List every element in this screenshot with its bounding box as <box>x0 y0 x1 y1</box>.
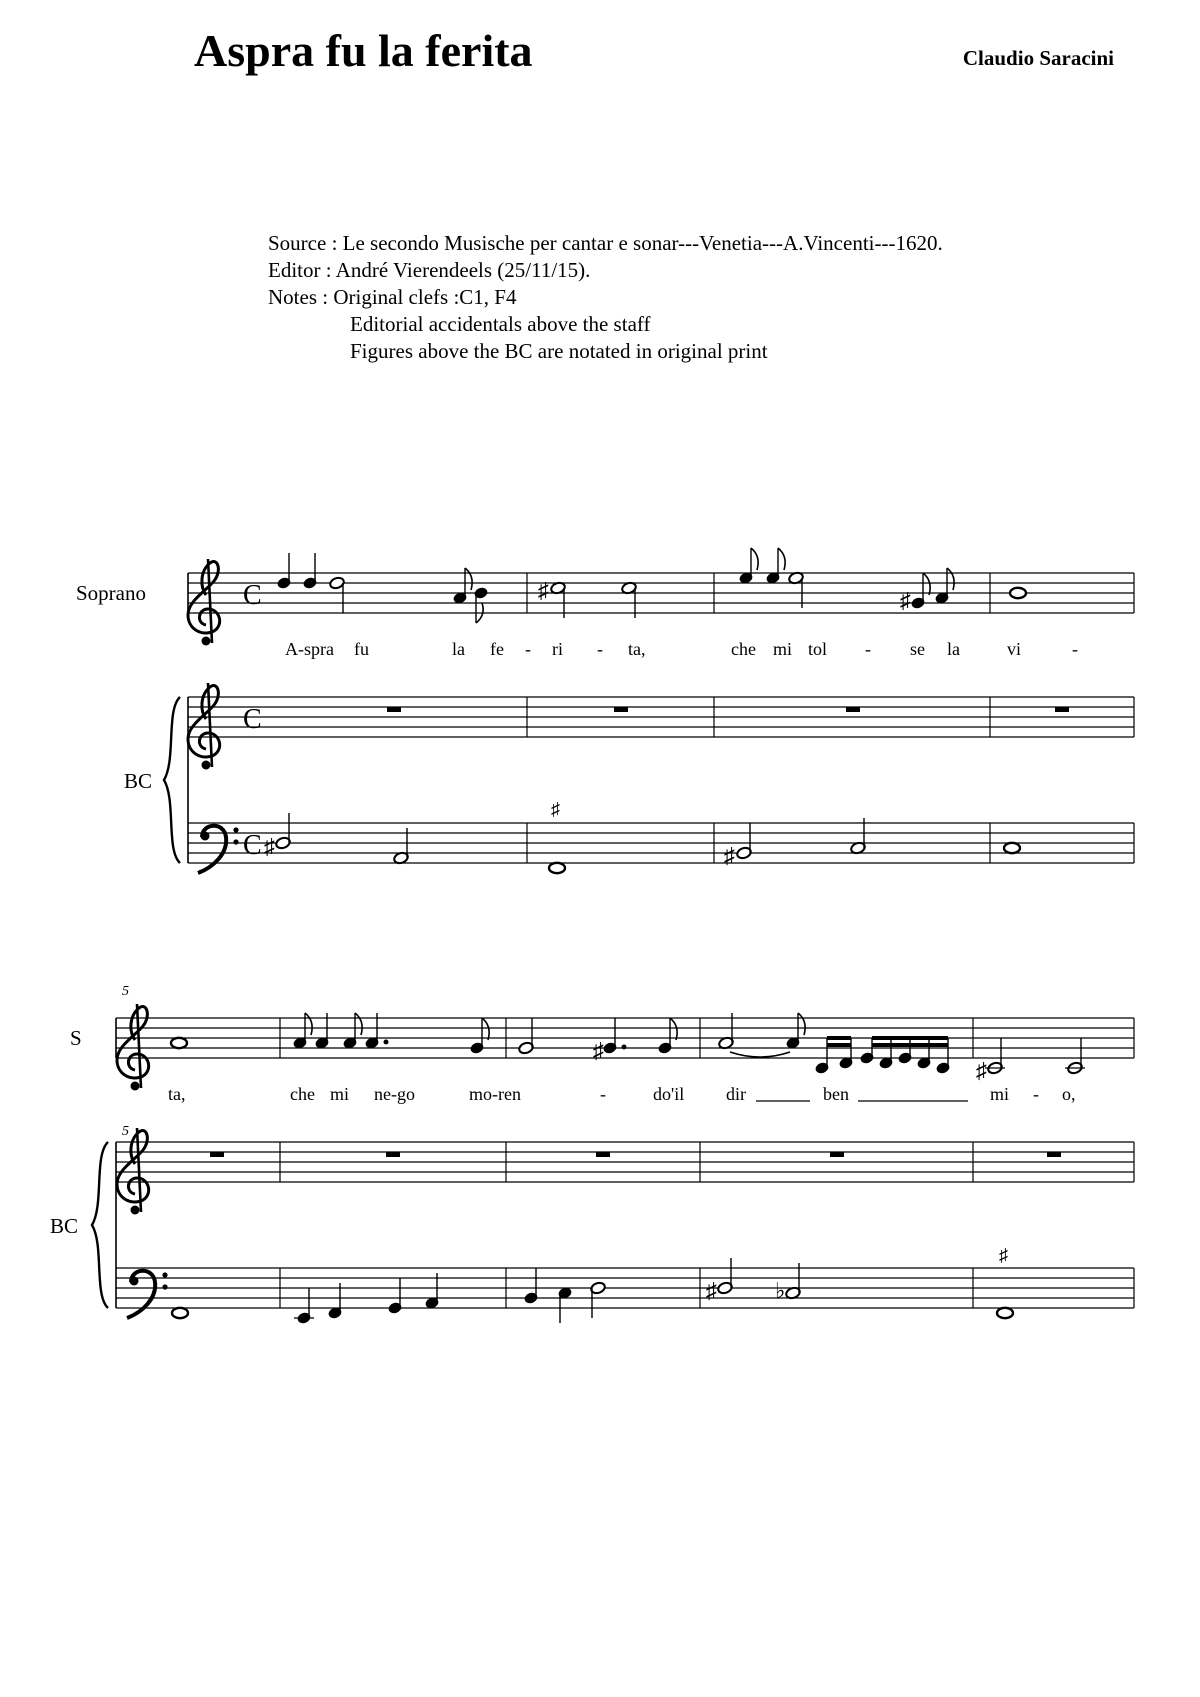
lyric: fe <box>490 639 504 659</box>
whole-rest-icon <box>210 1152 224 1157</box>
lyric: ta, <box>628 639 646 659</box>
bc-label: BC <box>50 1214 79 1238</box>
lyric: - <box>600 1084 606 1104</box>
time-signature: C <box>243 580 262 611</box>
lyric: - <box>1033 1084 1039 1104</box>
lyric: - <box>525 639 531 659</box>
lyric: A-spra <box>285 639 334 659</box>
svg-text:♯: ♯ <box>538 578 549 603</box>
lyric: tol <box>808 639 828 659</box>
lyric: se <box>910 639 925 659</box>
bc-lower-staff <box>188 697 1134 863</box>
whole-rest-icon <box>1055 707 1069 712</box>
bc-upper-staff <box>116 1142 1134 1182</box>
notes-line-accidentals: Editorial accidentals above the staff <box>350 312 651 336</box>
brace-icon <box>92 1142 108 1308</box>
composer-name: Claudio Saracini <box>962 46 1114 70</box>
whole-rest-icon <box>386 1152 400 1157</box>
notes-line-figures: Figures above the BC are notated in original print <box>350 339 768 363</box>
bc-upper-rests <box>210 1152 1061 1157</box>
whole-rest-icon <box>614 707 628 712</box>
treble-clef-icon <box>188 683 220 770</box>
lyric: mi <box>773 639 793 659</box>
time-signature: C <box>243 704 262 735</box>
lyrics-line-1 <box>285 639 1078 659</box>
whole-rest-icon <box>387 707 401 712</box>
lyric: ri <box>552 639 563 659</box>
svg-text:♯: ♯ <box>724 843 735 868</box>
whole-rest-icon <box>596 1152 610 1157</box>
treble-clef-icon <box>188 559 220 646</box>
bc-label: BC <box>124 769 153 793</box>
svg-text:♭: ♭ <box>775 1278 786 1303</box>
lyric: mi <box>330 1084 350 1104</box>
soprano-staff <box>188 573 1134 613</box>
lyric: - <box>865 639 871 659</box>
measure-number: 5 <box>122 984 129 999</box>
figure: ♯ <box>999 1245 1008 1265</box>
whole-rest-icon <box>846 707 860 712</box>
lyric: vi <box>1007 639 1022 659</box>
lyrics-line-2 <box>168 1084 1076 1104</box>
soprano-label: Soprano <box>76 581 146 605</box>
bc-bass-notes <box>264 799 1020 873</box>
lyric: che <box>731 639 756 659</box>
editor-line: Editor : André Vierendeels (25/11/15). <box>268 258 591 282</box>
svg-text:♯: ♯ <box>706 1278 717 1303</box>
figure: ♯ <box>551 799 560 819</box>
lyric: - <box>597 639 603 659</box>
notes-line: Notes : Original clefs :C1, F4 <box>268 285 517 309</box>
svg-text:♯: ♯ <box>900 588 911 613</box>
lyric: o, <box>1062 1084 1076 1104</box>
soprano-label: S <box>70 1026 82 1050</box>
lyric: - <box>1072 639 1078 659</box>
lyric: do'il <box>653 1084 685 1104</box>
treble-clef-icon <box>117 1004 149 1091</box>
soprano-staff <box>116 1018 1134 1058</box>
time-signature: C <box>243 830 262 861</box>
soprano-notes <box>277 548 1026 623</box>
bc-lower-staff <box>116 1142 1134 1308</box>
svg-text:♯: ♯ <box>593 1038 604 1063</box>
lyric: ta, <box>168 1084 186 1104</box>
lyric: ne-go <box>374 1084 415 1104</box>
measure-number: 5 <box>122 1124 129 1139</box>
bc-upper-rests <box>387 707 1069 712</box>
lyric: la <box>452 639 465 659</box>
lyric: fu <box>354 639 369 659</box>
system-2 <box>50 984 1134 1324</box>
lyric: mi <box>990 1084 1010 1104</box>
whole-rest-icon <box>830 1152 844 1157</box>
lyric: mo-ren <box>469 1084 521 1104</box>
treble-clef-icon <box>117 1128 149 1215</box>
svg-text:♯: ♯ <box>264 834 275 859</box>
system-1 <box>76 548 1134 873</box>
whole-rest-icon <box>1047 1152 1061 1157</box>
brace-icon <box>164 697 180 863</box>
bc-upper-staff <box>188 697 1134 737</box>
lyric: la <box>947 639 960 659</box>
lyric: ben <box>823 1084 849 1104</box>
svg-text:♯: ♯ <box>976 1058 987 1083</box>
source-line: Source : Le secondo Musische per cantar e sonar---Venetia---A.Vincenti---1620. <box>268 231 943 255</box>
lyric: dir <box>726 1084 746 1104</box>
piece-title: Aspra fu la ferita <box>194 25 533 76</box>
lyric: che <box>290 1084 315 1104</box>
bc-bass-notes <box>172 1245 1013 1324</box>
